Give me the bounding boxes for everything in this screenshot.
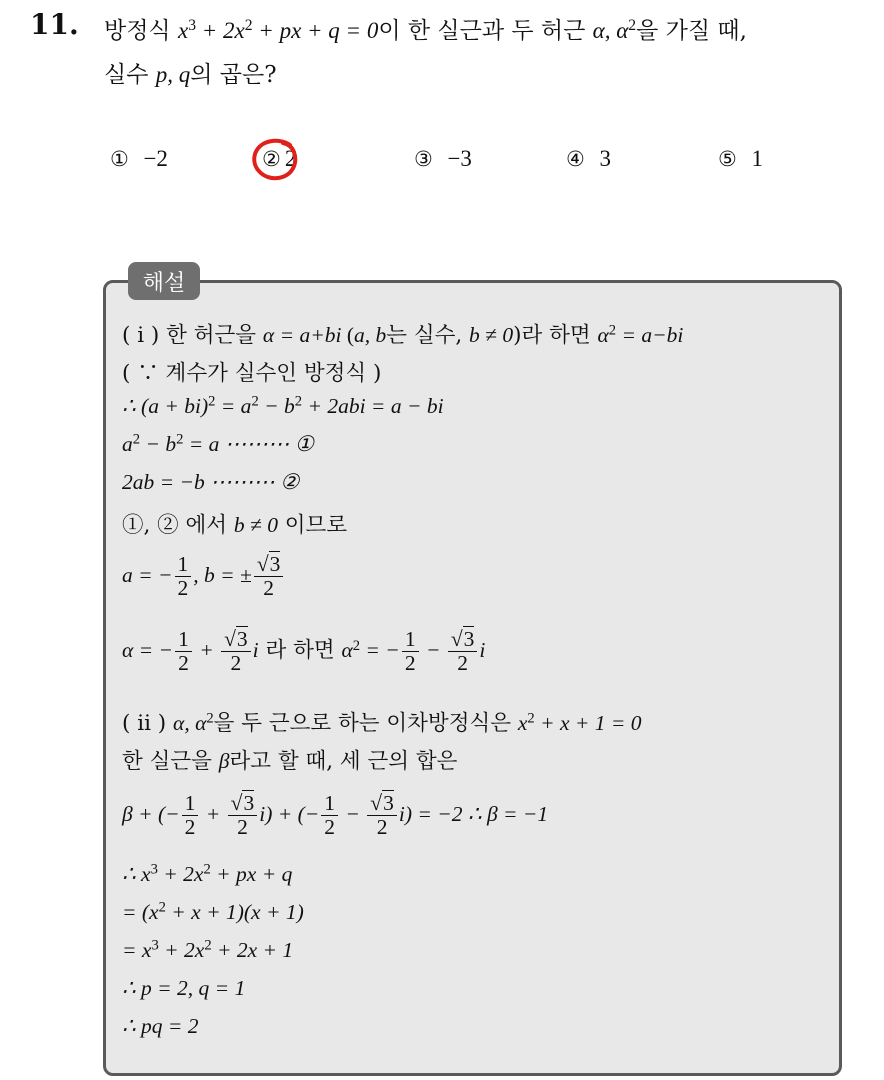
solution-line-10: 한 실근을 β라고 할 때, 세 근의 합은 xyxy=(122,749,458,774)
solution-line-14: = $x^3 + 2x^2 + 2x + 1$ xyxy=(122,937,294,962)
answer-circle-mark xyxy=(250,136,302,184)
choice-4[interactable]: ④ 3 xyxy=(566,146,611,171)
question-text-line2: 실수 p, q의 곱은? xyxy=(104,62,277,88)
question-number: 11. xyxy=(30,8,79,41)
solution-line-15: ∴ p = 2, q = 1 xyxy=(122,976,246,1000)
solution-line-3: ∴ $(a + bi)^2 = a^2 - b^2 + 2abi = a$ − bi xyxy=(122,393,444,418)
solution-line-6: ①, ② 에서 b ≠ 0 이므로 xyxy=(122,513,348,538)
choice-3[interactable]: ③ −3 xyxy=(414,146,472,171)
solution-line-2: ( ∵ 계수가 실수인 방정식 ) xyxy=(122,361,382,386)
solution-line-7: a = − $\frac{1}{2}$ , b = ± $\frac{√3}{2}$ xyxy=(122,553,832,599)
solution-label: 해설 xyxy=(128,262,200,300)
solution-line-8: α = − $\frac{1}{2}$ + $\frac{√3}{2}$ i 라 하면 $\alpha^2$ = − $\frac{1}{2}$ − $\frac{√3}{2}$ i xyxy=(122,627,486,675)
solution-line-12: ∴ $x^3 + 2x^2$ + px + q xyxy=(122,861,293,886)
choice-2[interactable]: ② 2 xyxy=(262,146,297,171)
solution-line-5: 2ab = −b ⋯⋯⋯ ② xyxy=(122,470,300,494)
choice-1[interactable]: ① −2 xyxy=(110,146,168,171)
solution-line-13: = $(x^2 + x + 1)(x + 1)$ xyxy=(122,899,304,924)
question-text-line1: 방정식 $x^3 + 2x^2$ + px + q = 0이 한 실근과 두 허근 α, $\alpha^2$을 가질 때, xyxy=(104,17,747,44)
solution-line-9: ( ii ) α, $\alpha^2$을 두 근으로 하는 이차방정식은 $x^2 + x + 1 = 0$ xyxy=(122,710,642,736)
solution-line-4: $a^2 - b^2 = a$ ⋯⋯⋯ ① xyxy=(122,431,314,456)
solution-line-11: β + (− $\frac{1}{2}$ + $\frac{√3}{2}$ i) + (− $\frac{1}{2}$ − $\frac{√3}{2}$ i) = −2 ∴ β = −1 xyxy=(122,791,549,839)
choice-5[interactable]: ⑤ 1 xyxy=(718,146,763,171)
solution-line-16: ∴ pq = 2 xyxy=(122,1014,199,1038)
solution-line-1: ( i ) 한 허근을 α = a+bi (a, b는 실수, b ≠ 0)라 하면 $\alpha^2 = a-bi$ xyxy=(122,322,684,348)
